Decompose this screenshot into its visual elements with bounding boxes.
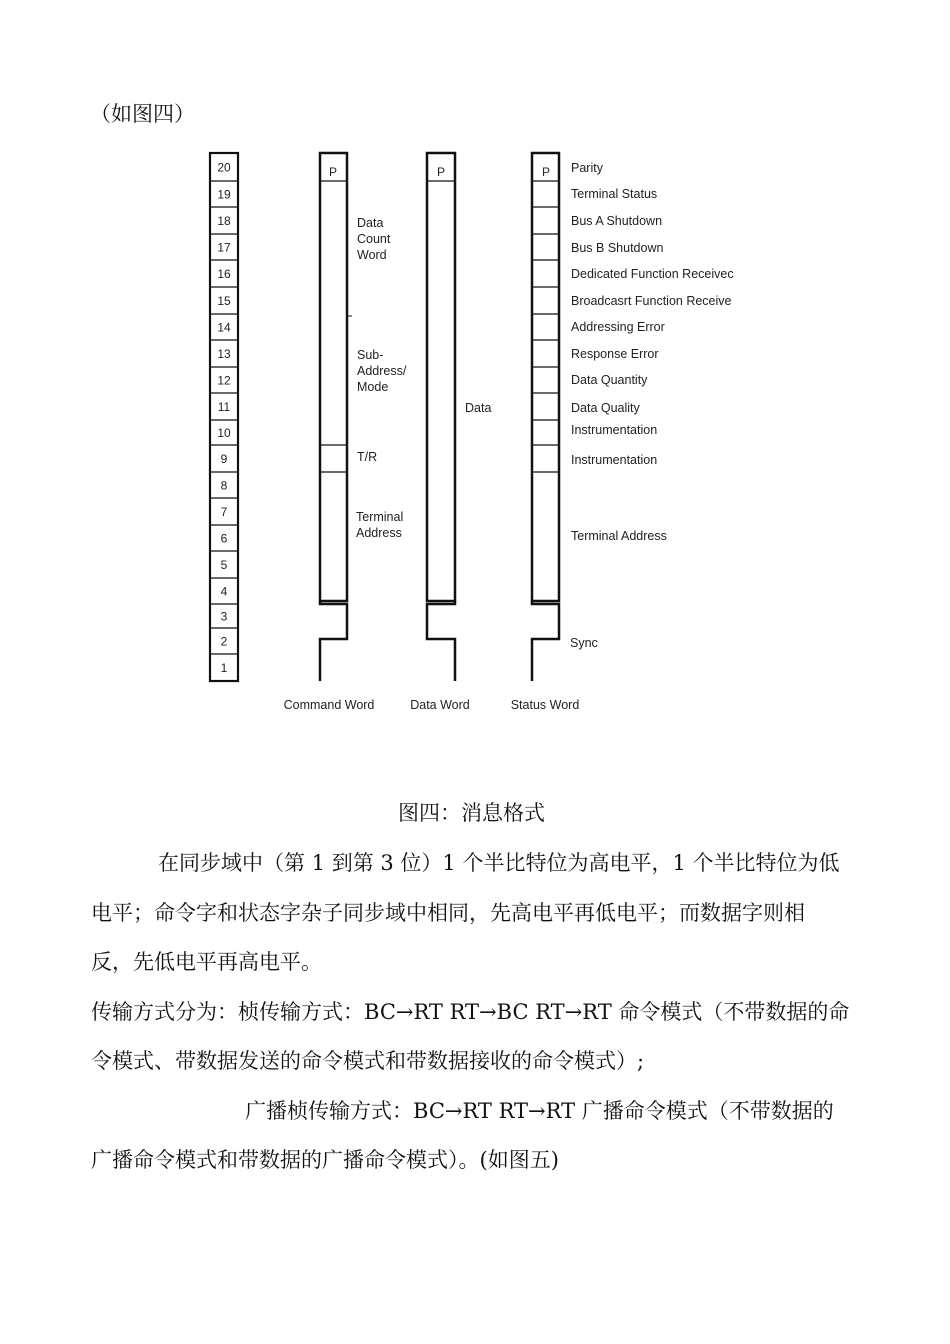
data-count-line-3: Word — [357, 248, 387, 262]
paragraph-2-line-2: 令模式、带数据发送的命令模式和带数据接收的命令模式）; — [91, 1049, 645, 1073]
status-label-6: Addressing Error — [571, 320, 665, 334]
status-sync-waveform — [532, 601, 559, 681]
status-label-10: Instrumentation — [571, 423, 658, 437]
paragraph-3-line-1: 广播桢传输方式：BC→RT RT→RT 广播命令模式（不带数据的 — [245, 1099, 834, 1123]
bit-column-outline — [210, 153, 238, 681]
bit-number-2: 2 — [220, 634, 228, 649]
paragraph-1-line-1: 在同步域中（第 1 到第 3 位）1 个半比特位为高电平，1 个半比特位为低 — [158, 851, 840, 875]
subaddress-line-2: Address/ — [357, 364, 407, 378]
command-word-outline — [320, 153, 347, 601]
bit-number-9: 9 — [220, 452, 228, 466]
status-word-outline — [532, 153, 559, 601]
command-word-caption: Command Word — [283, 698, 375, 712]
sync-label: Sync — [570, 636, 598, 650]
bit-number-17: 17 — [217, 240, 231, 255]
paragraph-3-line-2: 广播命令模式和带数据的广播命令模式）。(如图五) — [91, 1148, 559, 1172]
command-word-diagram — [284, 153, 407, 712]
bit-number-13: 13 — [217, 347, 231, 361]
bit-number-15: 15 — [217, 294, 231, 308]
command-sync-waveform — [320, 601, 347, 681]
bit-number-3: 3 — [220, 609, 228, 624]
status-label-8: Data Quantity — [571, 373, 648, 387]
bit-number-14: 14 — [217, 320, 231, 335]
status-label-0: Parity — [571, 161, 603, 175]
subaddress-line-3: Mode — [357, 380, 389, 394]
status-parity: P — [541, 165, 551, 179]
bit-number-10: 10 — [217, 426, 231, 440]
bit-number-20: 20 — [217, 160, 231, 175]
status-label-1: Terminal Status — [571, 187, 658, 201]
bit-number-6: 6 — [220, 531, 228, 546]
bit-number-1: 1 — [220, 661, 228, 675]
status-label-7: Response Error — [571, 347, 659, 361]
bit-number-column — [210, 153, 238, 681]
status-label-2: Bus A Shutdown — [571, 214, 663, 228]
status-label-5: Broadcasrt Function Receive — [571, 294, 732, 308]
figure-caption: 图四：消息格式 — [398, 801, 545, 825]
bit-number-19: 19 — [217, 187, 231, 202]
status-label-11: Instrumentation — [571, 453, 658, 467]
bit-number-5: 5 — [220, 558, 228, 572]
bit-number-7: 7 — [220, 505, 228, 519]
data-word-diagram — [410, 153, 491, 712]
bit-number-16: 16 — [217, 267, 231, 281]
status-word-diagram — [511, 153, 734, 712]
status-label-9: Data Quality — [571, 401, 640, 415]
bit-number-12: 12 — [217, 373, 231, 388]
status-label-3: Bus B Shutdown — [571, 241, 664, 255]
bit-number-18: 18 — [217, 214, 231, 228]
paragraph-2-line-1: 传输方式分为：桢传输方式：BC→RT RT→BC RT→RT 命令模式（不带数据的命 — [91, 1000, 850, 1024]
tr-label: T/R — [357, 450, 378, 464]
status-terminal-address: Terminal Address — [571, 529, 667, 543]
data-word-caption: Data Word — [410, 698, 470, 712]
subaddress-line-1: Sub- — [357, 348, 384, 362]
status-word-caption: Status Word — [510, 698, 580, 712]
status-label-4: Dedicated Function Receivec — [571, 267, 734, 281]
terminal-address-line-2: Address — [356, 526, 402, 540]
command-parity: P — [328, 165, 338, 179]
figure-reference: （如图四） — [90, 102, 195, 126]
data-sync-waveform — [427, 601, 455, 681]
terminal-address-line-1: Terminal — [356, 510, 404, 524]
data-count-line-1: Data — [357, 216, 384, 230]
bit-number-4: 4 — [220, 584, 228, 599]
data-label: Data — [465, 401, 492, 415]
data-word-outline — [427, 153, 455, 601]
data-parity: P — [436, 165, 446, 179]
data-count-line-2: Count — [357, 232, 391, 246]
paragraph-1-line-3: 反，先低电平再高电平。 — [91, 950, 322, 974]
bit-number-11: 11 — [217, 400, 231, 414]
bit-number-8: 8 — [220, 478, 228, 493]
paragraph-1-line-2: 电平；命令字和状态字杂子同步域中相同，先高电平再低电平；而数据字则相 — [91, 901, 805, 925]
